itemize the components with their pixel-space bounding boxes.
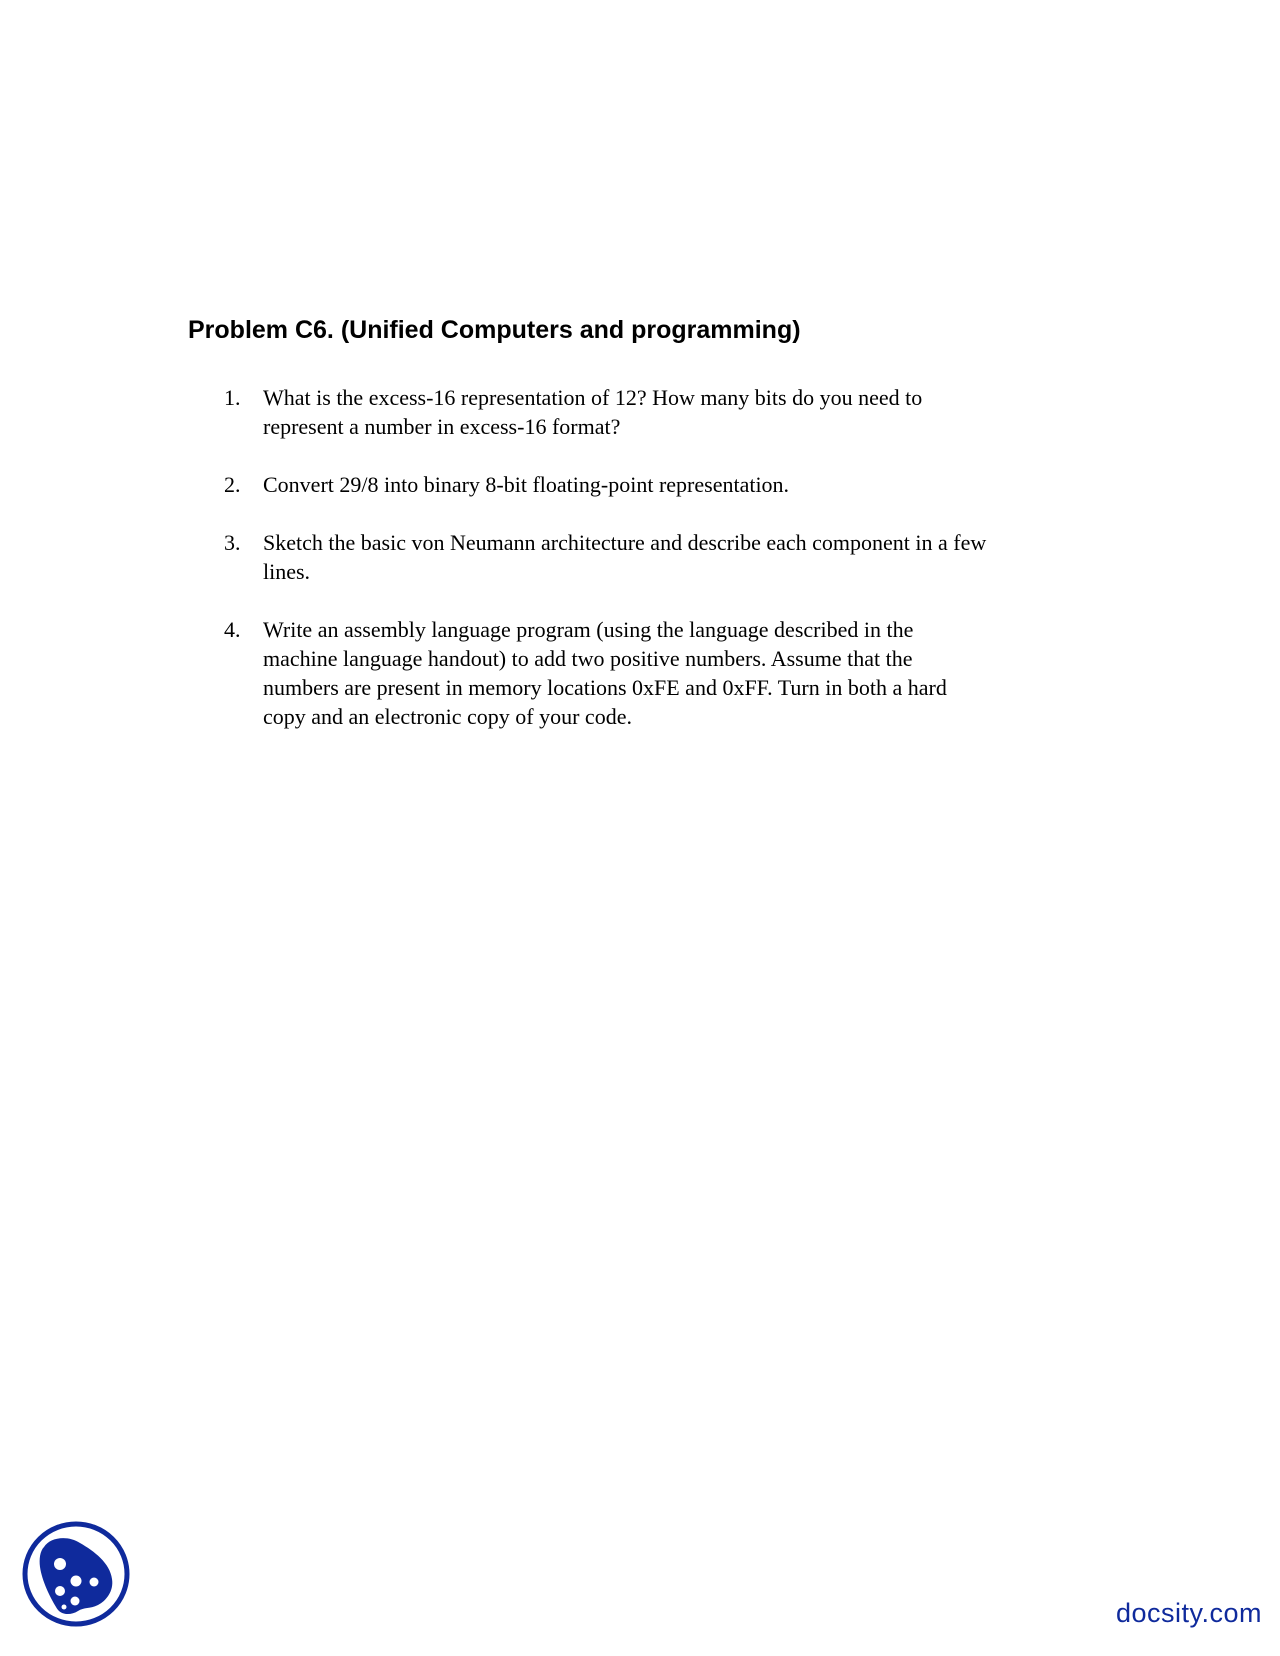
problem-list — [0, 383, 1280, 760]
problem-number: 4. — [224, 617, 241, 642]
docsity-brand-link[interactable]: docsity.com — [1115, 1598, 1262, 1628]
problem-text: Sketch the basic von Neumann architecture and describe each component in a few lines. — [263, 530, 987, 584]
docsity-logo-icon[interactable] — [20, 1519, 132, 1629]
problem-number: 2. — [224, 472, 241, 497]
problem-number: 3. — [224, 530, 241, 555]
problem-text: What is the excess-16 representation of 12? How many bits do you need to represent a number in excess-16 format? — [263, 385, 923, 439]
problem-number: 1. — [224, 385, 241, 410]
problem-item — [0, 383, 1093, 441]
page-title: Problem C6. (Unified Computers and programming) — [188, 316, 801, 344]
problem-item — [0, 470, 1093, 499]
problem-item — [0, 528, 1093, 586]
problem-text: Convert 29/8 into binary 8-bit floating-point representation. — [263, 472, 790, 497]
problem-text: Write an assembly language program (using the language described in the machine language handout) to add two positive numbers. Assume that the numbers are present in memory locations 0xFE and 0xFF. Turn in both a hard copy and an electronic copy of your code. — [263, 617, 947, 729]
problem-item — [0, 615, 1093, 731]
